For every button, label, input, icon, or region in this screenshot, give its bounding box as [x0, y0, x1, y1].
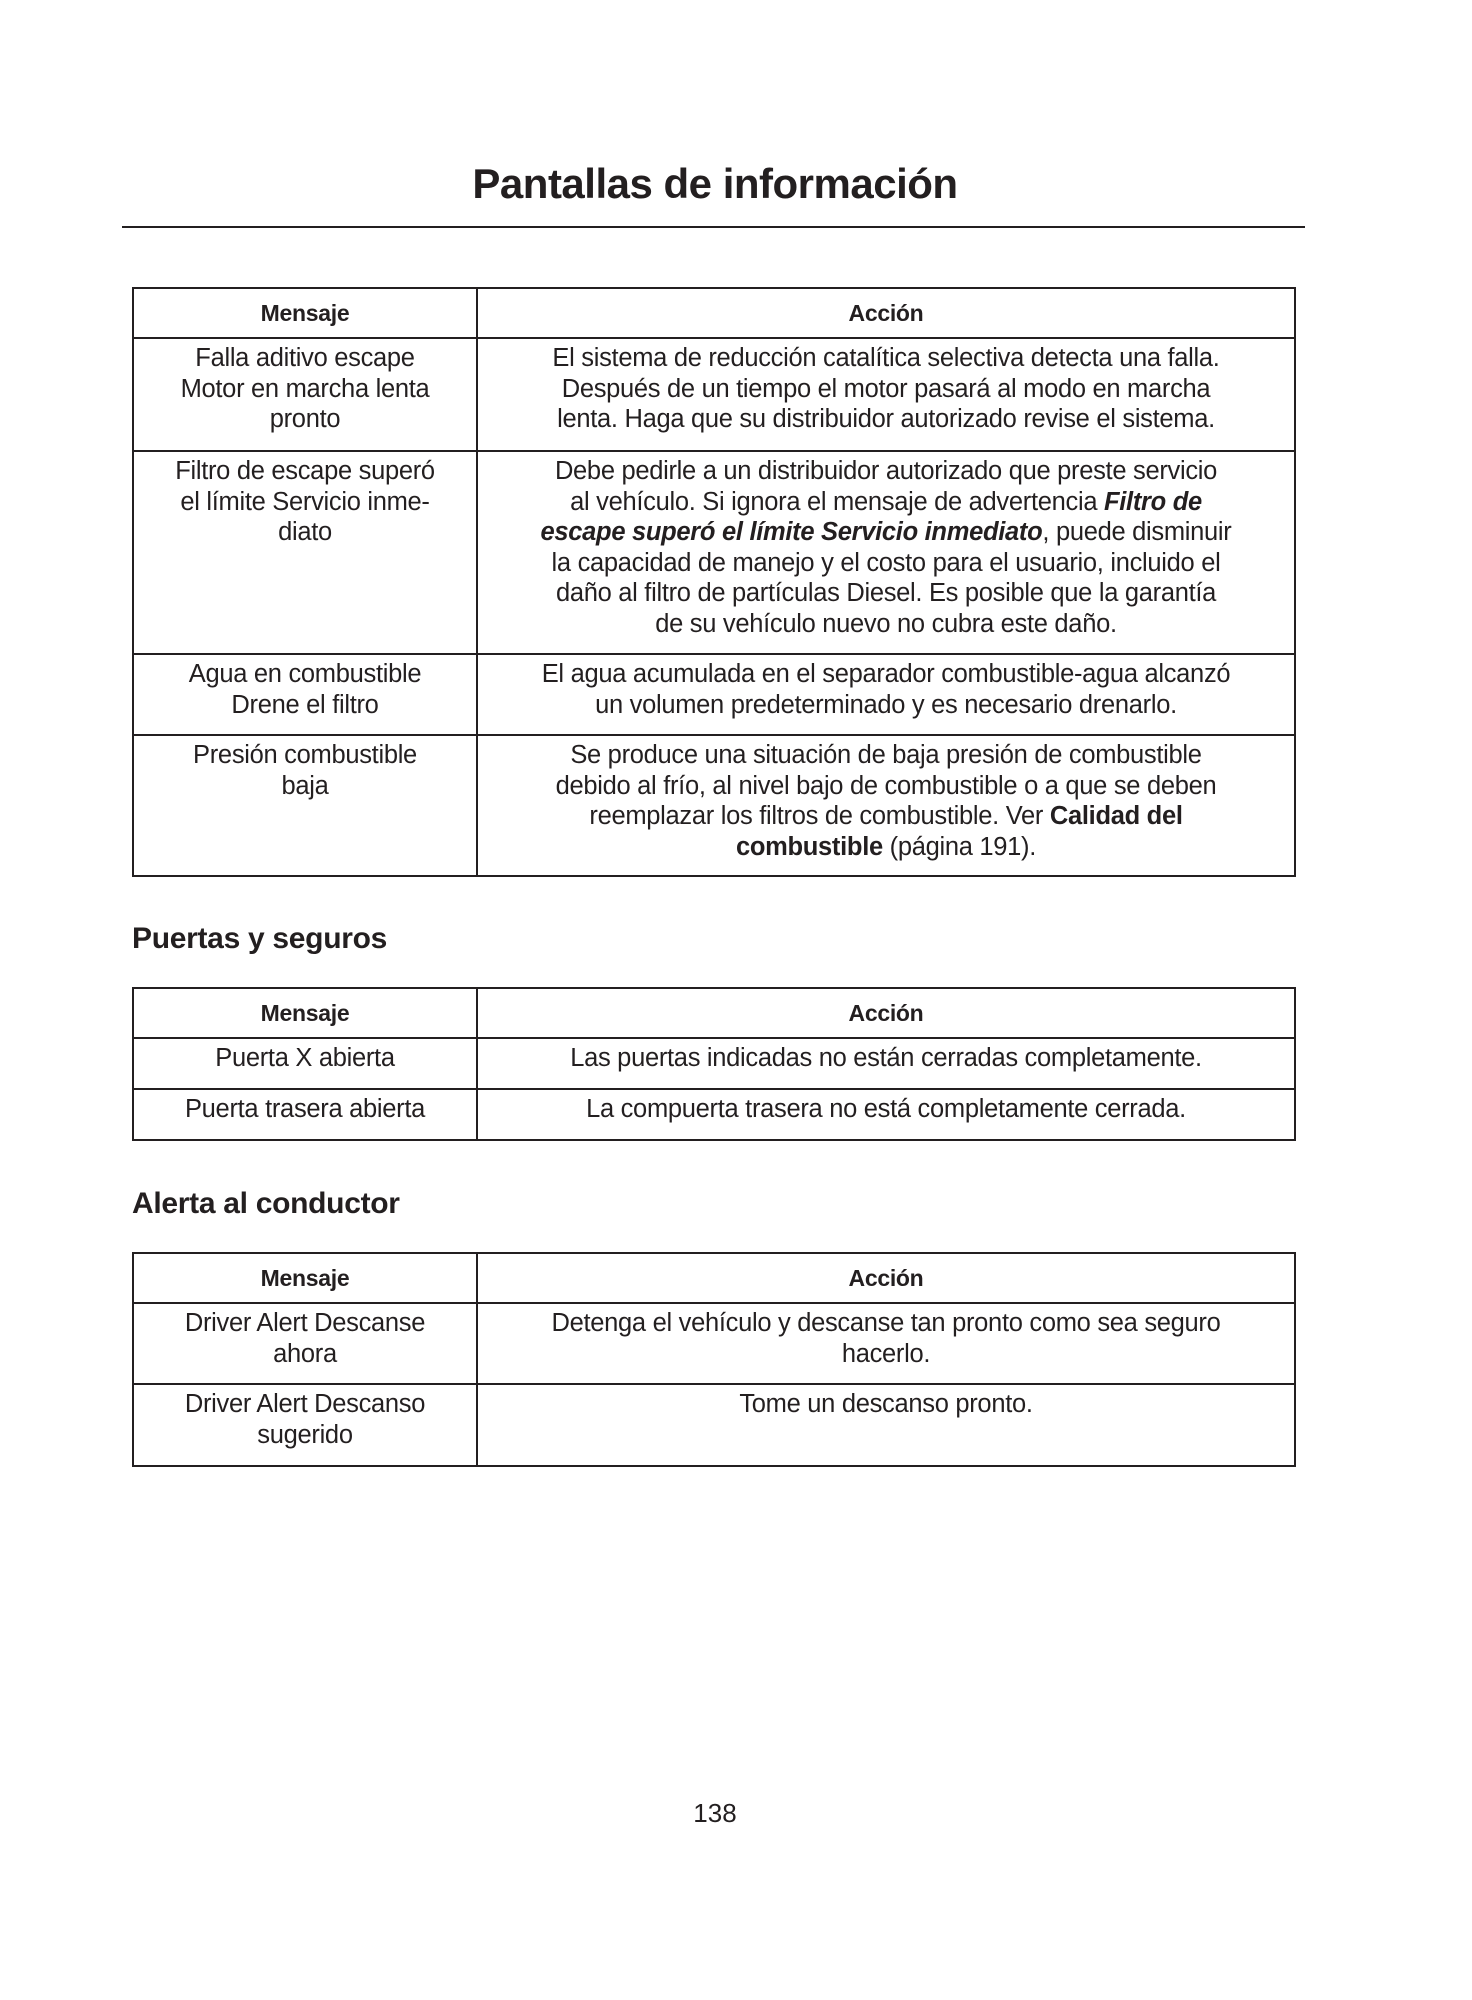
action-line [484, 659, 1288, 690]
messages-table-driver-alert [132, 1252, 1296, 1467]
message-line: Filtro de escape superó [175, 457, 435, 485]
action-line [484, 456, 1288, 487]
column-header-action: Acción [477, 1253, 1295, 1303]
action-text: El sistema de reducción catalítica selectiva detecta una falla. [552, 344, 1220, 372]
action-text: Detenga el vehículo y descanse tan pronto como sea seguro [551, 1309, 1221, 1337]
message-line: Falla aditivo escape [195, 344, 415, 372]
action-line [484, 1043, 1288, 1074]
emphasized-text: Calidad del [1049, 802, 1183, 830]
action-line [484, 1339, 1288, 1370]
action-text: un volumen predeterminado y es necesario drenarlo. [595, 690, 1177, 719]
action-text: Después de un tiempo el motor pasará al modo en marcha [561, 374, 1211, 403]
action-line [484, 517, 1288, 548]
action-text: Se produce una situación de baja presión de combustible [570, 741, 1202, 769]
action-line [484, 343, 1288, 374]
action-text: Tome un descanso pronto. [739, 1390, 1033, 1418]
action-text: daño al filtro de partículas Diesel. Es posible que la garantía [555, 579, 1217, 607]
messages-table-engine [132, 287, 1296, 877]
page-number: 138 [693, 1798, 737, 1828]
action-line [484, 740, 1288, 771]
action-line [484, 548, 1288, 579]
message-line: Motor en marcha lenta [180, 374, 430, 403]
action-text: lenta. Haga que su distribuidor autorizado revise el sistema. [557, 405, 1215, 433]
action-text: debido al frío, al nivel bajo de combustible o a que se deben [555, 771, 1217, 800]
action-text: al vehículo. Si ignora el mensaje de advertencia [570, 487, 1104, 516]
message-cell [133, 1384, 477, 1466]
title-divider [122, 226, 1305, 228]
action-cell [477, 654, 1295, 735]
action-line [484, 374, 1288, 405]
column-header-action: Acción [477, 288, 1295, 338]
action-text: la capacidad de manejo y el costo para el usuario, incluido el [551, 548, 1221, 577]
action-cell [477, 451, 1295, 654]
table-row [133, 1303, 1295, 1384]
message-line: diato [278, 518, 332, 546]
message-line: Presión combustible [193, 741, 417, 769]
action-text: de su vehículo nuevo no cubra este daño. [655, 609, 1117, 638]
message-line: Driver Alert Descanse [184, 1309, 426, 1337]
section-heading-doors: Puertas y seguros [132, 922, 388, 955]
action-text: reemplazar los filtros de combustible. Ver [589, 802, 1050, 830]
message-line: baja [281, 771, 329, 800]
action-line [484, 690, 1288, 721]
emphasized-text: escape superó el límite Servicio inmediato [540, 518, 1043, 546]
table-row [133, 338, 1295, 451]
action-text: (página 191). [882, 832, 1037, 861]
action-line [484, 832, 1288, 863]
action-cell [477, 1384, 1295, 1466]
action-text: La compuerta trasera no está completamente cerrada. [586, 1095, 1186, 1123]
action-line [484, 609, 1288, 640]
messages-table-doors [132, 987, 1296, 1141]
message-cell [133, 1038, 477, 1089]
action-text: , puede disminuir [1042, 518, 1232, 546]
action-line [484, 404, 1288, 435]
section-heading-driver-alert: Alerta al conductor [132, 1187, 400, 1220]
message-line: Driver Alert Descanso [184, 1390, 426, 1418]
action-text: El agua acumulada en el separador combustible-agua alcanzó [541, 660, 1231, 688]
table-header-row [133, 288, 1295, 338]
emphasized-text: combustible [735, 832, 883, 861]
action-cell [477, 338, 1295, 451]
table-header-row [133, 988, 1295, 1038]
message-line: ahora [273, 1339, 337, 1368]
table-row [133, 1384, 1295, 1466]
message-cell [133, 338, 477, 451]
column-header-message: Mensaje [133, 288, 477, 338]
table-row [133, 735, 1295, 876]
message-line: Agua en combustible [188, 660, 422, 688]
action-text: Las puertas indicadas no están cerradas completamente. [570, 1044, 1202, 1072]
message-line: Drene el filtro [231, 690, 379, 719]
page-title: Pantallas de información [472, 160, 958, 207]
message-line: Puerta trasera abierta [184, 1095, 426, 1123]
column-header-message: Mensaje [133, 1253, 477, 1303]
action-line [484, 578, 1288, 609]
emphasized-text: Filtro de [1103, 487, 1202, 516]
message-line: el límite Servicio inme- [180, 487, 430, 516]
column-header-action: Acción [477, 988, 1295, 1038]
action-line [484, 1308, 1288, 1339]
column-header-message: Mensaje [133, 988, 477, 1038]
message-line: pronto [269, 405, 341, 433]
action-line [484, 1094, 1288, 1125]
message-cell [133, 654, 477, 735]
action-line [484, 771, 1288, 802]
action-text: Debe pedirle a un distribuidor autorizado que preste servicio [554, 457, 1218, 485]
action-line [484, 1389, 1288, 1420]
action-line [484, 801, 1288, 832]
action-cell [477, 735, 1295, 876]
message-cell [133, 1089, 477, 1140]
action-cell [477, 1038, 1295, 1089]
message-cell [133, 1303, 477, 1384]
table-row [133, 1038, 1295, 1089]
action-cell [477, 1303, 1295, 1384]
table-header-row [133, 1253, 1295, 1303]
action-cell [477, 1089, 1295, 1140]
message-cell [133, 451, 477, 654]
message-line: sugerido [257, 1420, 353, 1449]
table-row [133, 654, 1295, 735]
message-cell [133, 735, 477, 876]
table-row [133, 1089, 1295, 1140]
action-line [484, 487, 1288, 518]
message-line: Puerta X abierta [215, 1044, 395, 1072]
action-text: hacerlo. [841, 1339, 931, 1368]
table-row [133, 451, 1295, 654]
